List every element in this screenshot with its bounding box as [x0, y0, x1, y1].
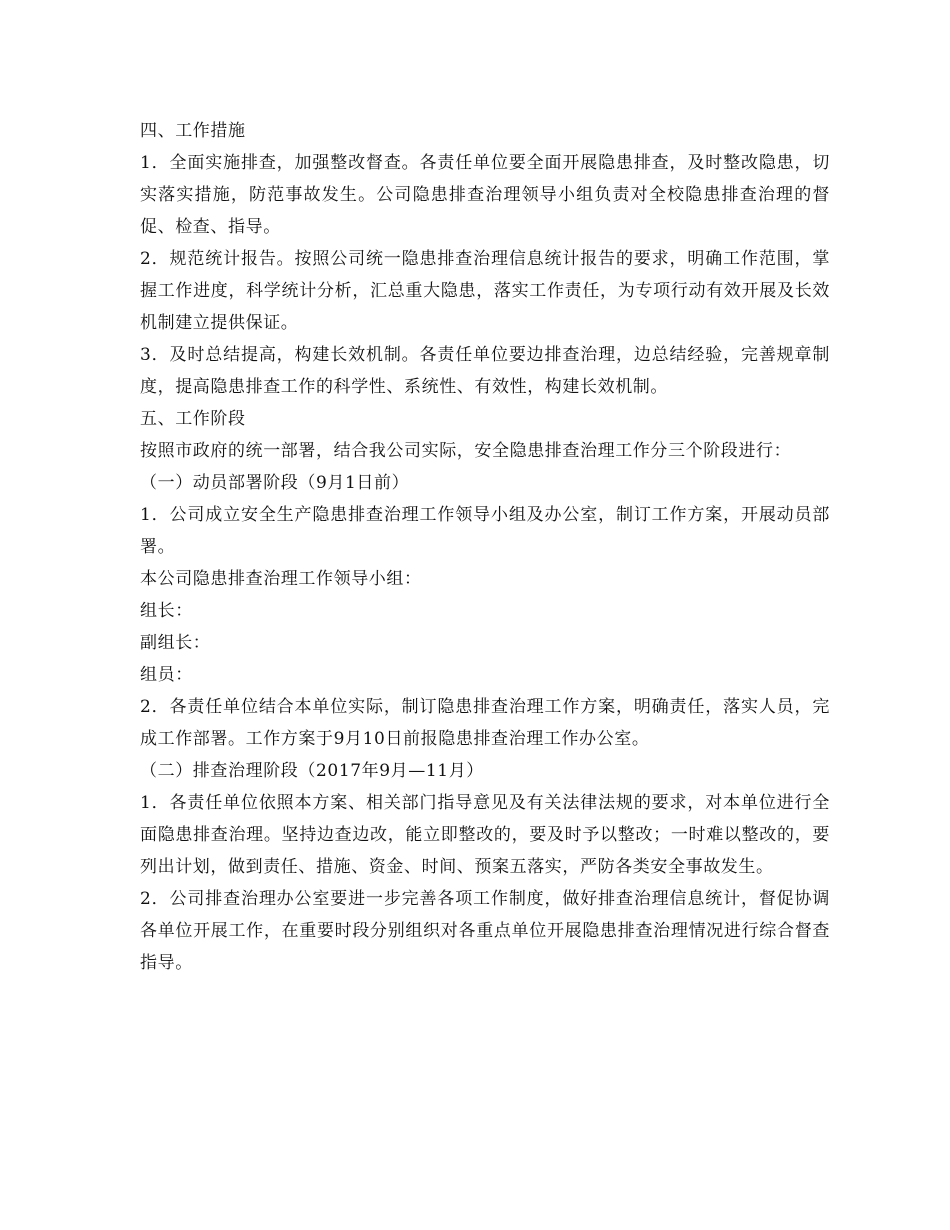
paragraph-measure-3: 3．及时总结提高，构建长效机制。各责任单位要边排查治理，边总结经验，完善规章制度，提高隐患排查工作的科学性、系统性、有效性，构建长效机制。 — [140, 345, 830, 397]
paragraph-stage1-item-1: 1．公司成立安全生产隐患排查治理工作领导小组及办公室，制订工作方案，开展动员部署。 — [140, 505, 830, 557]
paragraph-stage2-item-1: 1．各责任单位依照本方案、相关部门指导意见及有关法律法规的要求，对本单位进行全面隐患排查治理。坚持边查边改，能立即整改的，要及时予以整改；一时难以整改的，要列出计划，做到责任、措施、资金、时间、预案五落实，严防各类安全事故发生。 — [140, 793, 830, 877]
label-members: 组员： — [140, 665, 193, 685]
label-group-leader: 组长： — [140, 601, 193, 621]
subheading-stage-2: （二）排查治理阶段（2017年9月—11月） — [140, 761, 484, 781]
label-deputy-leader: 副组长： — [140, 633, 211, 653]
paragraph-stage1-item-2: 2．各责任单位结合本单位实际，制订隐患排查治理工作方案，明确责任，落实人员，完成工作部署。工作方案于9月10日前报隐患排查治理工作办公室。 — [140, 697, 830, 749]
section-heading-measures: 四、工作措施 — [140, 121, 246, 141]
paragraph-stage2-item-2: 2．公司排查治理办公室要进一步完善各项工作制度，做好排查治理信息统计，督促协调各单位开展工作，在重要时段分别组织对各重点单位开展隐患排查治理情况进行综合督查指导。 — [140, 889, 830, 973]
subheading-stage-1: （一）动员部署阶段（9月1日前） — [140, 473, 410, 493]
paragraph-leadership-group: 本公司隐患排查治理工作领导小组： — [140, 569, 422, 589]
section-heading-stages: 五、工作阶段 — [140, 409, 246, 429]
paragraph-measure-1: 1．全面实施排查，加强整改督查。各责任单位要全面开展隐患排查，及时整改隐患，切实落实措施，防范事故发生。公司隐患排查治理领导小组负责对全校隐患排查治理的督促、检查、指导。 — [140, 153, 830, 237]
paragraph-measure-2: 2．规范统计报告。按照公司统一隐患排查治理信息统计报告的要求，明确工作范围，掌握工作进度，科学统计分析，汇总重大隐患，落实工作责任，为专项行动有效开展及长效机制建立提供保证。 — [140, 249, 830, 333]
document-body — [140, 115, 830, 979]
paragraph-stages-intro: 按照市政府的统一部署，结合我公司实际，安全隐患排查治理工作分三个阶段进行： — [140, 441, 792, 461]
